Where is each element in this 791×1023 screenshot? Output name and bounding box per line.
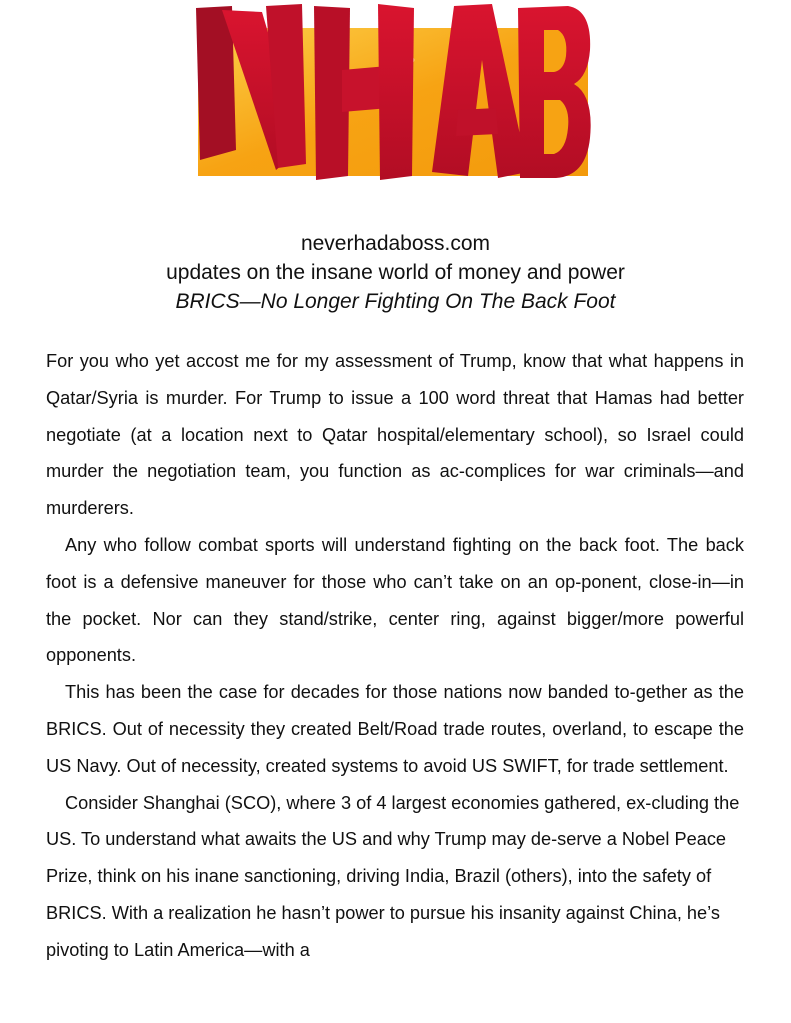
site-logo xyxy=(192,0,594,184)
site-tagline: updates on the insane world of money and power xyxy=(166,261,625,284)
logo-letter-b xyxy=(518,6,591,178)
article-body xyxy=(46,343,744,969)
nhab-logo-graphic xyxy=(192,0,594,184)
paragraph-2: Any who follow combat sports will understand fighting on the back foot. The back foot is a defensive maneuver for those who can’t take on an op-ponent, close-in—in the pocket. Nor can they stand/strike, center ring, against bigger/more powerful opponents. xyxy=(46,534,744,666)
paragraph-3: This has been the case for decades for those nations now banded to-gether as the BRICS. Out of necessity they created Belt/Road trade routes, overland, to escape the US Navy. Out of necessity, created systems to avoid US SWIFT, for trade settlement. xyxy=(46,682,744,776)
article-title: BRICS—No Longer Fighting On The Back Foot xyxy=(175,290,616,313)
site-url: neverhadaboss.com xyxy=(300,232,491,255)
paragraph-4: Consider Shanghai (SCO), where 3 of 4 largest economies gathered, ex-cluding the US. To understand what awaits the US and why Trump may de-serve a Nobel Peace Prize, think on his inane sanctioning, driving India, Brazil (others), into the safety of BRICS. With a realization he hasn’t power to pursue his insanity against China, he’s pivoting to Latin America—with a xyxy=(46,792,740,960)
page-header xyxy=(0,229,791,316)
paragraph-1: For you who yet accost me for my assessment of Trump, know that what happens in Qatar/Syria is murder. For Trump to issue a 100 word threat that Hamas had better negotiate (at a location next to Qatar hospital/elementary school), so Israel could murder the negotiation team, you function as ac-complices for war criminals—and murderers. xyxy=(46,351,744,519)
